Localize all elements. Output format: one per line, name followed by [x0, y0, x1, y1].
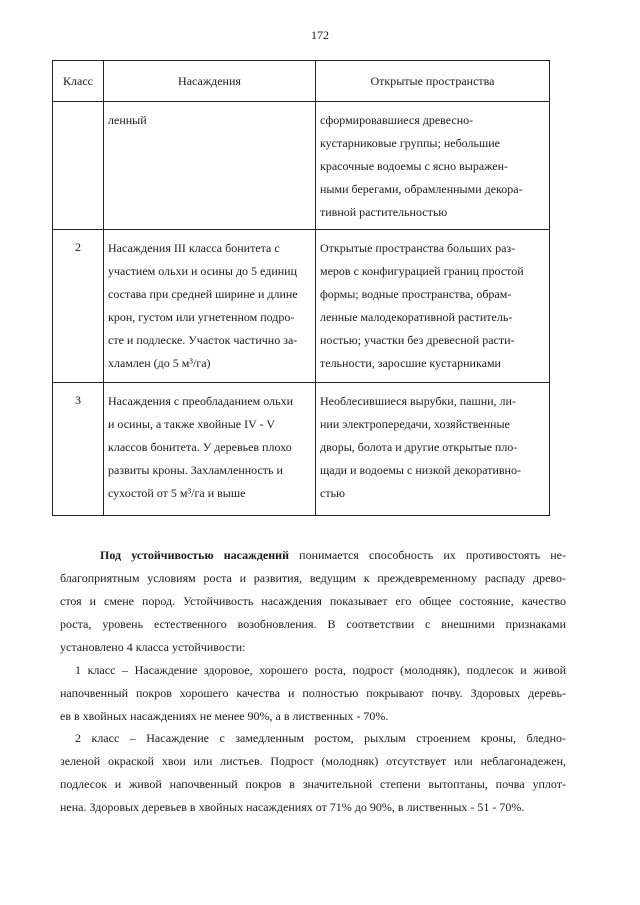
cell-line: ленные малодекоративной раститель- — [320, 310, 513, 324]
cell-line: и осины, а также хвойные IV - V — [108, 417, 275, 431]
paragraph-line: ев в хвойных насаждениях не менее 90%, а в лиственных - 70%. — [60, 709, 389, 723]
table-row — [53, 383, 550, 516]
classification-table — [52, 60, 550, 516]
cell-line: Открытые пространства больших раз- — [320, 241, 516, 255]
paragraph-line: 2 класс – Насаждение с замедленным ростом, рыхлым строением кроны, бледно- — [75, 731, 566, 745]
cell-line: кустарниковые группы; небольшие — [320, 136, 500, 150]
paragraph-line: 1 класс – Насаждение здоровое, хорошего роста, подрост (молодняк), подлесок и живой — [75, 663, 566, 677]
cell-line: Насаждения III класса бонитета с — [108, 241, 280, 255]
paragraph-line: роста, уровень естественного возобновления. В соответствии с внешними признаками — [60, 617, 566, 631]
open-spaces-cell — [316, 230, 550, 383]
open-spaces-cell — [316, 102, 550, 230]
header-open-spaces: Открытые пространства — [316, 61, 550, 102]
paragraph-line: напочвенный покров хорошего качества и полностью покрывают почву. Здоровых деревь- — [60, 686, 566, 700]
text-span: понимается способность их противостоять не- — [299, 548, 567, 562]
cell-line: хламлен (до 5 м³/га) — [108, 356, 211, 370]
paragraph-class-2 — [60, 727, 566, 819]
class-cell — [53, 102, 104, 230]
cell-line: сформировавшиеся древесно- — [320, 113, 474, 127]
cell-line: дворы, болота и другие открытые пло- — [320, 440, 518, 454]
cell-line: стью — [320, 486, 346, 500]
cell-line: тивной растительностью — [320, 205, 448, 219]
term-bold: Под устойчивостью насаждений — [100, 548, 289, 562]
paragraph-line — [60, 544, 566, 567]
paragraph-line: зеленой окраской хвои или листьев. Подрост (молодняк) отсутствует или неблагонадежен, — [60, 754, 566, 768]
cell-line: сухостой от 5 м³/га и выше — [108, 486, 246, 500]
cell-line: нии электропередачи, хозяйственные — [320, 417, 510, 431]
paragraph-line: благоприятным условиям роста и развития, ведущим к преждевременному распаду древо- — [60, 571, 566, 585]
cell-line: Насаждения с преобладанием ольхи — [108, 394, 293, 408]
cell-line: состава при средней ширине и длине — [108, 287, 298, 301]
paragraph-line: стоя и смене пород. Устойчивость насаждения показывает его общее состояние, качество — [60, 594, 566, 608]
cell-line: развиты кроны. Захламленность и — [108, 463, 283, 477]
cell-line: красочные водоемы с ясно выражен- — [320, 159, 509, 173]
open-spaces-cell — [316, 383, 550, 516]
plantings-cell — [104, 383, 316, 516]
cell-line: ными берегами, обрамленными декора- — [320, 182, 523, 196]
paragraph-line: нена. Здоровых деревьев в хвойных насаждениях от 71% до 90%, в лиственных - 51 - 70%. — [60, 800, 525, 814]
class-cell: 2 — [53, 230, 104, 383]
cell-line: Необлесившиеся вырубки, пашни, ли- — [320, 394, 516, 408]
table-row — [53, 102, 550, 230]
paragraph-stability-definition — [60, 544, 566, 659]
cell-line: классов бонитета. У деревьев плохо — [108, 440, 292, 454]
cell-line: ностью; участки без древесной расти- — [320, 333, 515, 347]
paragraph-class-1 — [60, 659, 566, 728]
class-cell: 3 — [53, 383, 104, 516]
table-row — [53, 230, 550, 383]
paragraph-line: установлено 4 класса устойчивости: — [60, 640, 246, 654]
cell-line: сте и подлеске. Участок частично за- — [108, 333, 298, 347]
cell-line: меров с конфигурацией границ простой — [320, 264, 524, 278]
header-class: Класс — [53, 61, 104, 102]
cell-line: ленный — [108, 113, 147, 127]
header-plantings: Насаждения — [104, 61, 316, 102]
cell-line: участием ольхи и осины до 5 единиц — [108, 264, 298, 278]
cell-line: крон, густом или угнетенном подро- — [108, 310, 295, 324]
plantings-cell — [104, 102, 316, 230]
cell-line: тельности, заросшие кустарниками — [320, 356, 501, 370]
paragraph-line: подлесок и живой напочвенный покров в значительной степени вытоптаны, почва уплот- — [60, 777, 566, 791]
cell-line: щади и водоемы с низкой декоративно- — [320, 463, 521, 477]
plantings-cell — [104, 230, 316, 383]
table-header-row — [53, 61, 550, 102]
cell-line: формы; водные пространства, обрам- — [320, 287, 512, 301]
page-number: 172 — [311, 28, 329, 42]
